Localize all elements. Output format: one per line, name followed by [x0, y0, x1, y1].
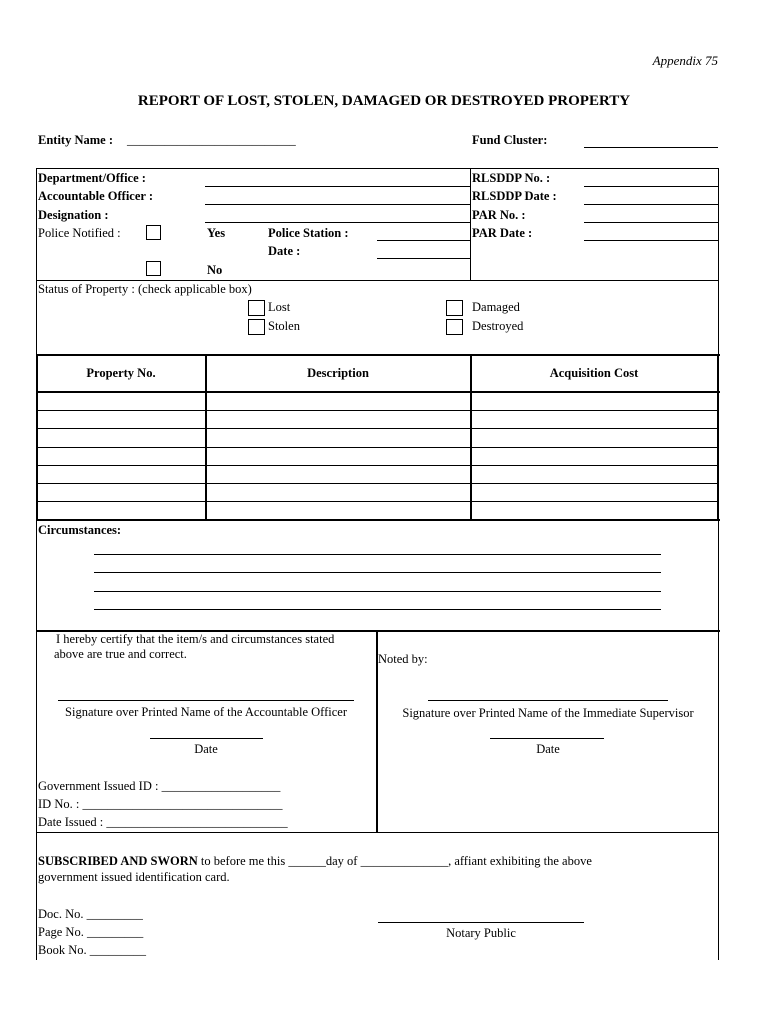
par-date-field[interactable] [584, 240, 718, 241]
stolen-label: Stolen [268, 319, 300, 333]
supervisor-date-line[interactable] [490, 738, 604, 739]
accountable-officer-field[interactable] [205, 204, 470, 205]
table-row[interactable] [36, 465, 719, 466]
par-no-field[interactable] [584, 222, 718, 223]
officer-signature-line[interactable] [58, 700, 354, 701]
entity-name-label: Entity Name : [38, 133, 113, 147]
date-issued-field[interactable]: Date Issued : _____________________________ [38, 815, 288, 829]
id-no-field[interactable]: ID No. : ________________________________ [38, 797, 283, 811]
officer-signature-label: Signature over Printed Name of the Accountable Officer [65, 705, 347, 719]
government-id-field[interactable]: Government Issued ID : ___________________ [38, 779, 281, 793]
table-row[interactable] [36, 447, 719, 448]
designation-label: Designation : [38, 208, 109, 222]
book-no-field[interactable]: Book No. _________ [38, 943, 146, 957]
appendix-number: Appendix 75 [652, 53, 718, 68]
department-field[interactable] [205, 186, 470, 187]
rlsddp-date-field[interactable] [584, 204, 718, 205]
certify-text-1: I hereby certify that the item/s and circumstances stated [56, 632, 335, 646]
accountable-officer-label: Accountable Officer : [38, 189, 154, 203]
circumstances-line[interactable] [94, 591, 661, 592]
form-title: REPORT OF LOST, STOLEN, DAMAGED OR DESTROYED PROPERTY [137, 93, 631, 109]
sworn-statement-2: government issued identification card. [38, 870, 230, 884]
rlsddp-no-field[interactable] [584, 186, 718, 187]
officer-date-line[interactable] [150, 738, 263, 739]
circumstances-line[interactable] [94, 609, 661, 610]
police-date-label: Date : [268, 244, 301, 258]
damaged-checkbox[interactable] [446, 300, 463, 316]
destroyed-label: Destroyed [472, 319, 524, 333]
noted-by-label: Noted by: [378, 652, 428, 666]
status-label: Status of Property : (check applicable box) [38, 282, 252, 296]
designation-field[interactable] [205, 222, 470, 223]
yes-label: Yes [207, 226, 226, 240]
description-header: Description [307, 366, 369, 380]
page-no-field[interactable]: Page No. _________ [38, 925, 144, 939]
police-notified-label: Police Notified : [38, 226, 121, 240]
table-row[interactable] [36, 501, 719, 502]
supervisor-date-label: Date [536, 742, 560, 756]
department-label: Department/Office : [38, 171, 146, 185]
rlsddp-date-label: RLSDDP Date : [472, 189, 557, 203]
circumstances-line[interactable] [94, 554, 661, 555]
stolen-checkbox[interactable] [248, 319, 265, 335]
circumstances-line[interactable] [94, 572, 661, 573]
table-row[interactable] [36, 410, 719, 411]
supervisor-signature-label: Signature over Printed Name of the Immediate Supervisor [402, 706, 694, 720]
police-station-field[interactable] [377, 240, 470, 241]
notary-public-label: Notary Public [446, 926, 516, 940]
doc-no-field[interactable]: Doc. No. _________ [38, 907, 143, 921]
acquisition-cost-header: Acquisition Cost [549, 366, 639, 380]
lost-checkbox[interactable] [248, 300, 265, 316]
lost-label: Lost [268, 300, 291, 314]
par-no-label: PAR No. : [472, 208, 526, 222]
certify-text-2: above are true and correct. [54, 647, 187, 661]
property-no-header: Property No. [86, 366, 156, 380]
supervisor-signature-line[interactable] [428, 700, 668, 701]
table-row[interactable] [36, 483, 719, 484]
rlsddp-no-label: RLSDDP No. : [472, 171, 551, 185]
table-row[interactable] [36, 428, 719, 429]
notary-signature-line[interactable] [378, 922, 584, 923]
damaged-label: Damaged [472, 300, 520, 314]
fund-cluster-label: Fund Cluster: [472, 133, 548, 147]
police-no-checkbox[interactable] [146, 261, 161, 276]
par-date-label: PAR Date : [472, 226, 533, 240]
circumstances-label: Circumstances: [38, 523, 122, 537]
no-label: No [207, 263, 223, 277]
sworn-statement: SUBSCRIBED AND SWORN to before me this ______day of ______________, affiant exhibiting the above [38, 854, 592, 868]
police-yes-checkbox[interactable] [146, 225, 161, 240]
destroyed-checkbox[interactable] [446, 319, 463, 335]
entity-name-field[interactable]: ___________________________ [127, 133, 296, 147]
fund-cluster-field[interactable] [584, 147, 718, 148]
police-date-field[interactable] [377, 258, 470, 259]
officer-date-label: Date [194, 742, 218, 756]
police-station-label: Police Station : [268, 226, 349, 240]
